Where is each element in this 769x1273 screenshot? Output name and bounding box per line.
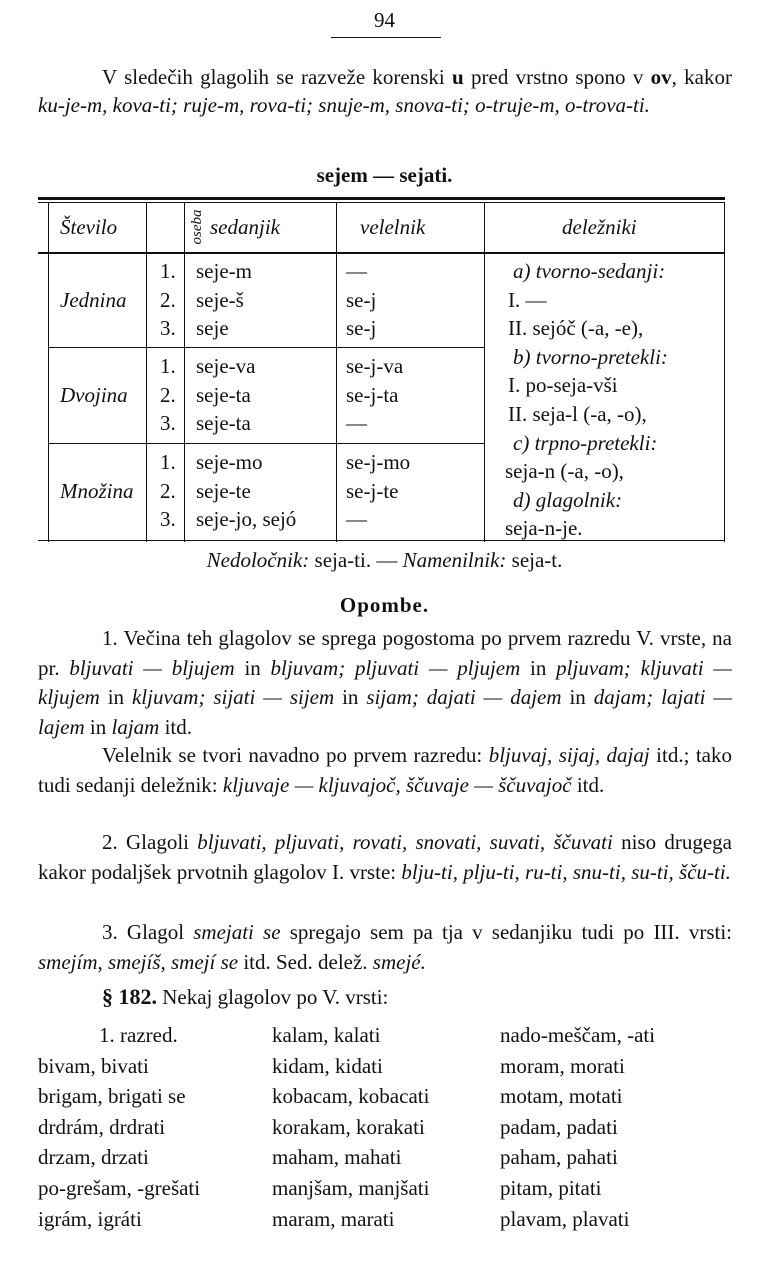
intro-paragraph <box>38 64 732 119</box>
header-velelnik: velelnik <box>360 215 426 239</box>
person-number: 1. <box>160 450 176 474</box>
section-text: Nekaj glagolov po V. vrsti: <box>157 985 389 1009</box>
page-number: 94 <box>374 8 395 32</box>
velelnik-form: se-j-mo <box>346 450 411 474</box>
verb-entry: korakam, korakati <box>272 1114 425 1139</box>
note-example: kljuvam; sijati — sijem <box>131 685 335 710</box>
column-divider <box>184 202 185 542</box>
verb-entry: kidam, kidati <box>272 1053 383 1078</box>
header-oseba <box>186 207 208 247</box>
section-number: § 182. <box>102 984 157 1009</box>
velelnik-form: se-j-ta <box>346 382 399 407</box>
note-example: dajam; lajati — lajem <box>38 685 733 739</box>
page-number-rule <box>331 37 441 38</box>
verb-entry: igrám, igráti <box>38 1206 142 1231</box>
person-number: 2. <box>160 287 176 312</box>
person-number: 3. <box>160 411 176 435</box>
table-header-rule <box>38 252 725 254</box>
conjugation-table <box>38 197 725 543</box>
note-example: bljuvam; pljuvati — pljujem <box>270 655 521 680</box>
deleznik-line: seja-n-je. <box>505 516 583 541</box>
verb-entry: motam, motati <box>500 1084 623 1109</box>
person-number: 1. <box>160 259 176 283</box>
intro-text: , kakor <box>671 65 732 89</box>
velelnik-form: — <box>346 507 367 531</box>
note-1 <box>38 624 732 742</box>
verb-entry: drdrám, drdrati <box>38 1114 166 1139</box>
verb-entry: nado-meščam, -ati <box>500 1023 656 1047</box>
sedanjik-form: seje <box>196 316 229 340</box>
namenilnik-label: Namenilnik: <box>402 548 507 572</box>
table-title: sejem — sejati. <box>316 163 453 187</box>
velelnik-form: se-j <box>346 287 377 312</box>
verb-entry: maram, marati <box>272 1206 395 1231</box>
sedanjik-form: seje-mo <box>196 450 263 474</box>
note-text: in <box>84 714 112 739</box>
verb-entry: bivam, bivati <box>38 1053 149 1078</box>
sedanjik-form: seje-va <box>196 354 256 378</box>
note-example: pljuvam; kljuvati — kljujem <box>38 655 732 710</box>
velelnik-form: se-j-va <box>346 354 404 378</box>
person-number: 3. <box>160 316 176 340</box>
note-example: sijam; dajati — dajem <box>366 685 562 710</box>
verb-entry: 1. razred. <box>99 1023 178 1047</box>
note-example: bljuvati — bljujem <box>69 655 235 680</box>
table-top-rule-thin <box>38 202 725 203</box>
group-label: Jednina <box>60 287 127 312</box>
verb-list-col-1 <box>38 1020 200 1234</box>
note-text: itd. <box>571 772 605 797</box>
header-sedanjik: sedanjik <box>210 215 280 239</box>
deleznik-line: d) glagolnik: <box>513 487 623 512</box>
deleznik-line: c) trpno-pretekli: <box>513 430 658 455</box>
verb-entry: paham, pahati <box>500 1145 618 1170</box>
group-divider <box>48 443 484 444</box>
sedanjik-form: seje-te <box>196 478 251 503</box>
person-number: 2. <box>160 382 176 407</box>
intro-text: V sledečih glagolih se razveže korenski <box>102 65 453 89</box>
note-text: itd. <box>159 714 193 739</box>
verb-entry: manjšam, manjšati <box>272 1175 430 1200</box>
sedanjik-form: seje-ta <box>196 382 251 407</box>
note-example: kljuvaje — kljuvajoč, ščuvaje — ščuvajoč <box>222 772 572 797</box>
note-example: smejím, smejíš, smejí se <box>38 949 239 974</box>
velelnik-form: se-j-te <box>346 478 399 503</box>
person-number: 1. <box>160 354 176 378</box>
note-2 <box>38 828 732 887</box>
verb-list-col-2 <box>272 1020 429 1234</box>
group-divider <box>48 347 484 348</box>
note-example: blju-ti, plju-ti, ru-ti, snu-ti, su-ti, šču-ti. <box>401 859 731 884</box>
table-right-border <box>724 202 725 542</box>
deleznik-line: II. seja-l (-a, -o), <box>508 402 647 426</box>
note-text: in <box>334 685 367 710</box>
verb-entry: kalam, kalati <box>272 1023 381 1047</box>
note-text: 2. Glagoli <box>102 830 198 854</box>
intro-text: pred vrstno spono v <box>463 65 651 89</box>
verb-entry: brigam, brigati se <box>38 1084 186 1109</box>
nedolocnik-value: seja-ti. — <box>309 548 403 572</box>
note-text: niso drugega kakor podaljšek prvotnih glagolov I. vrste: <box>38 830 732 884</box>
deleznik-line: I. po-seja-vši <box>508 373 618 398</box>
section-heading <box>38 984 732 1010</box>
table-left-border <box>48 202 49 542</box>
note-example: bljuvati, pljuvati, rovati, snovati, suvati, ščuvati <box>197 830 613 854</box>
column-divider <box>146 202 147 542</box>
note-text: Velelnik se tvori navadno po prvem razredu: <box>102 743 489 767</box>
person-number: 3. <box>160 507 176 531</box>
sedanjik-form: seje-m <box>196 259 252 283</box>
table-top-rule <box>38 197 725 200</box>
verb-entry: moram, morati <box>500 1053 625 1078</box>
note-example: smejati se <box>193 920 281 944</box>
note-text: in <box>99 685 132 710</box>
note-text: 3. Glagol <box>102 920 194 944</box>
note-text: itd.; tako tudi sedanji deležnik: <box>38 743 732 797</box>
deleznik-line: seja-n (-a, -o), <box>505 459 624 484</box>
note-text: in <box>520 655 557 680</box>
verb-entry: po-grešam, -grešati <box>38 1175 201 1200</box>
header-stevilo: Število <box>60 215 118 239</box>
verb-entry: kobacam, kobacati <box>272 1084 430 1109</box>
column-divider <box>336 202 337 542</box>
verb-entry: plavam, plavati <box>500 1206 630 1231</box>
note-text: in <box>234 655 271 680</box>
note-text: in <box>561 685 594 710</box>
group-label: Dvojina <box>60 382 128 407</box>
verb-entry: pitam, pitati <box>500 1175 602 1200</box>
sedanjik-form: seje-ta <box>196 411 251 435</box>
deleznik-line: a) tvorno-sedanji: <box>513 259 666 283</box>
intro-examples: ku-je-m, kova-ti; ruje-m, rova-ti; snuje-m, snova-ti; o-truje-m, o-trova-ti. <box>38 92 650 117</box>
velelnik-form: — <box>346 259 367 283</box>
note-text: spregajo sem pa tja v sedanjiku tudi po III. vrsti: <box>280 920 733 944</box>
opombe-title: Opombe. <box>339 593 430 617</box>
note-example: bljuvaj, sijaj, dajaj <box>488 743 650 767</box>
note-3 <box>38 918 732 977</box>
group-label: Množina <box>60 478 134 503</box>
table-bottom-rule <box>38 540 725 541</box>
note-1b <box>38 741 732 800</box>
deleznik-line: I. — <box>508 287 547 312</box>
person-number: 2. <box>160 478 176 503</box>
namenilnik-value: seja-t. <box>506 548 563 572</box>
intro-ov: ov <box>650 65 672 89</box>
velelnik-form: se-j <box>346 316 377 340</box>
verb-entry: maham, mahati <box>272 1145 402 1170</box>
column-divider <box>484 202 485 542</box>
deleznik-line: II. sejóč (-a, -e), <box>508 316 644 341</box>
sedanjik-form: seje-jo, sejó <box>196 507 297 531</box>
verb-entry: drzam, drzati <box>38 1145 149 1170</box>
nedolocnik-label: Nedoločnik: <box>206 548 310 572</box>
note-text: itd. Sed. delež. <box>238 949 373 974</box>
verb-list-col-3 <box>500 1020 655 1234</box>
intro-u: u <box>452 65 464 89</box>
note-text: 1. Večina teh glagolov se sprega pogostoma po prvem razredu V. vrste, na pr. <box>38 626 732 680</box>
sedanjik-form: seje-š <box>196 287 244 312</box>
header-delezniki: deležniki <box>562 215 637 239</box>
note-example: smejé. <box>372 949 426 974</box>
note-example: lajam <box>111 714 160 739</box>
velelnik-form: — <box>346 411 367 435</box>
verb-entry: padam, padati <box>500 1114 618 1139</box>
nedolocnik-line <box>0 548 769 573</box>
deleznik-line: b) tvorno-pretekli: <box>513 344 668 369</box>
header-oseba-text: oseba <box>189 209 205 245</box>
